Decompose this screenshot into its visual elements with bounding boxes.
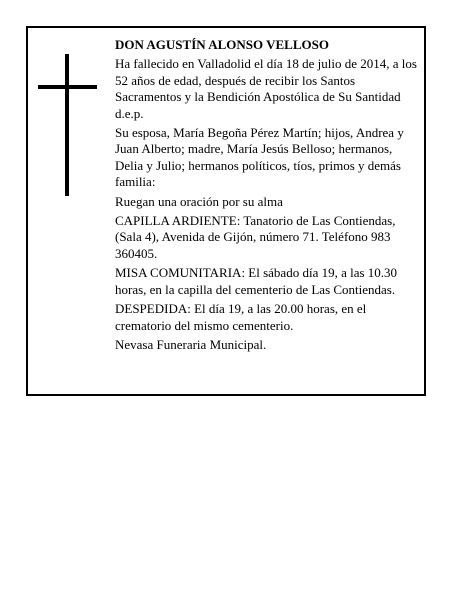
community-mass: MISA COMUNITARIA: El sábado día 19, a las 10.30 horas, en la capilla del cementerio de Las Contiendas. <box>115 265 398 297</box>
obituary-text <box>115 37 420 356</box>
farewell-ceremony: DESPEDIDA: El día 19, a las 20.00 horas, en el crematorio del mismo cementerio. <box>115 301 367 333</box>
funeral-home: Nevasa Funeraria Municipal. <box>115 336 267 352</box>
prayer-request: Ruegan una oración por su alma <box>115 193 283 209</box>
deceased-name: DON AGUSTÍN ALONSO VELLOSO <box>115 37 329 52</box>
family-members: Su esposa, María Begoña Pérez Martín; hijos, Andrea y Juan Alberto; madre, María Jesús Belloso; hermanos, Delia y Julio; hermanos políticos, tíos, primos y demás familia: <box>115 125 404 190</box>
death-announcement: Ha fallecido en Valladolid el día 18 de julio de 2014, a los 52 años de edad, después de recibir los Santos Sacramentos y la Bendición Apostólica de Su Santidad d.e.p. <box>115 56 417 121</box>
wake-location: CAPILLA ARDIENTE: Tanatorio de Las Contiendas, (Sala 4), Avenida de Gijón, número 71. Teléfono 983 360405. <box>115 213 396 261</box>
